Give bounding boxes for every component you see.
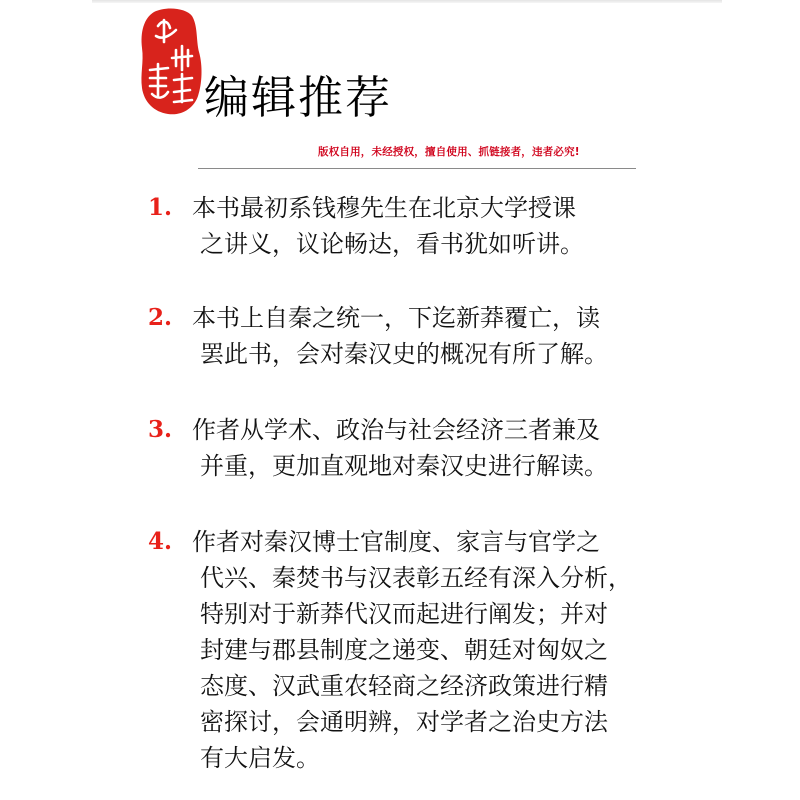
list-item [148, 412, 668, 484]
item-number: 1. [148, 194, 173, 221]
item-text-line: 本书上自秦之统一，下迄新莽覆亡，读 [192, 304, 600, 332]
item-text-line: 密探讨，会通明辨，对学者之治史方法 [200, 708, 608, 736]
item-text-line: 罢此书，会对秦汉史的概况有所了解。 [200, 340, 608, 368]
item-number: 3. [148, 416, 173, 443]
list-item [148, 300, 668, 372]
item-text-line: 之讲义，议论畅达，看书犹如听讲。 [200, 230, 584, 258]
item-text-line: 封建与郡县制度之递变、朝廷对匈奴之 [200, 636, 608, 664]
page-title: 编辑推荐 [204, 71, 393, 124]
list-item [148, 524, 668, 776]
list-item [148, 190, 668, 262]
item-text-line: 本书最初系钱穆先生在北京大学授课 [192, 194, 576, 222]
item-text-line: 有大启发。 [200, 744, 320, 772]
item-text-line: 态度、汉武重农轻商之经济政策进行精 [200, 672, 608, 700]
item-number: 4. [148, 528, 173, 555]
item-text-line: 作者对秦汉博士官制度、家言与官学之 [192, 528, 600, 556]
item-text-line: 并重，更加直观地对秦汉史进行解读。 [200, 452, 608, 480]
item-text-line: 作者从学术、政治与社会经济三者兼及 [192, 416, 600, 444]
item-number: 2. [148, 304, 173, 331]
item-text-line: 特别对于新莽代汉而起进行阐发；并对 [200, 600, 608, 628]
copyright-notice: 版权自用，未经授权，擅自使用、抓链接者，违者必究! [318, 146, 580, 158]
item-text-line: 代兴、秦焚书与汉表彰五经有深入分析， [200, 564, 632, 592]
